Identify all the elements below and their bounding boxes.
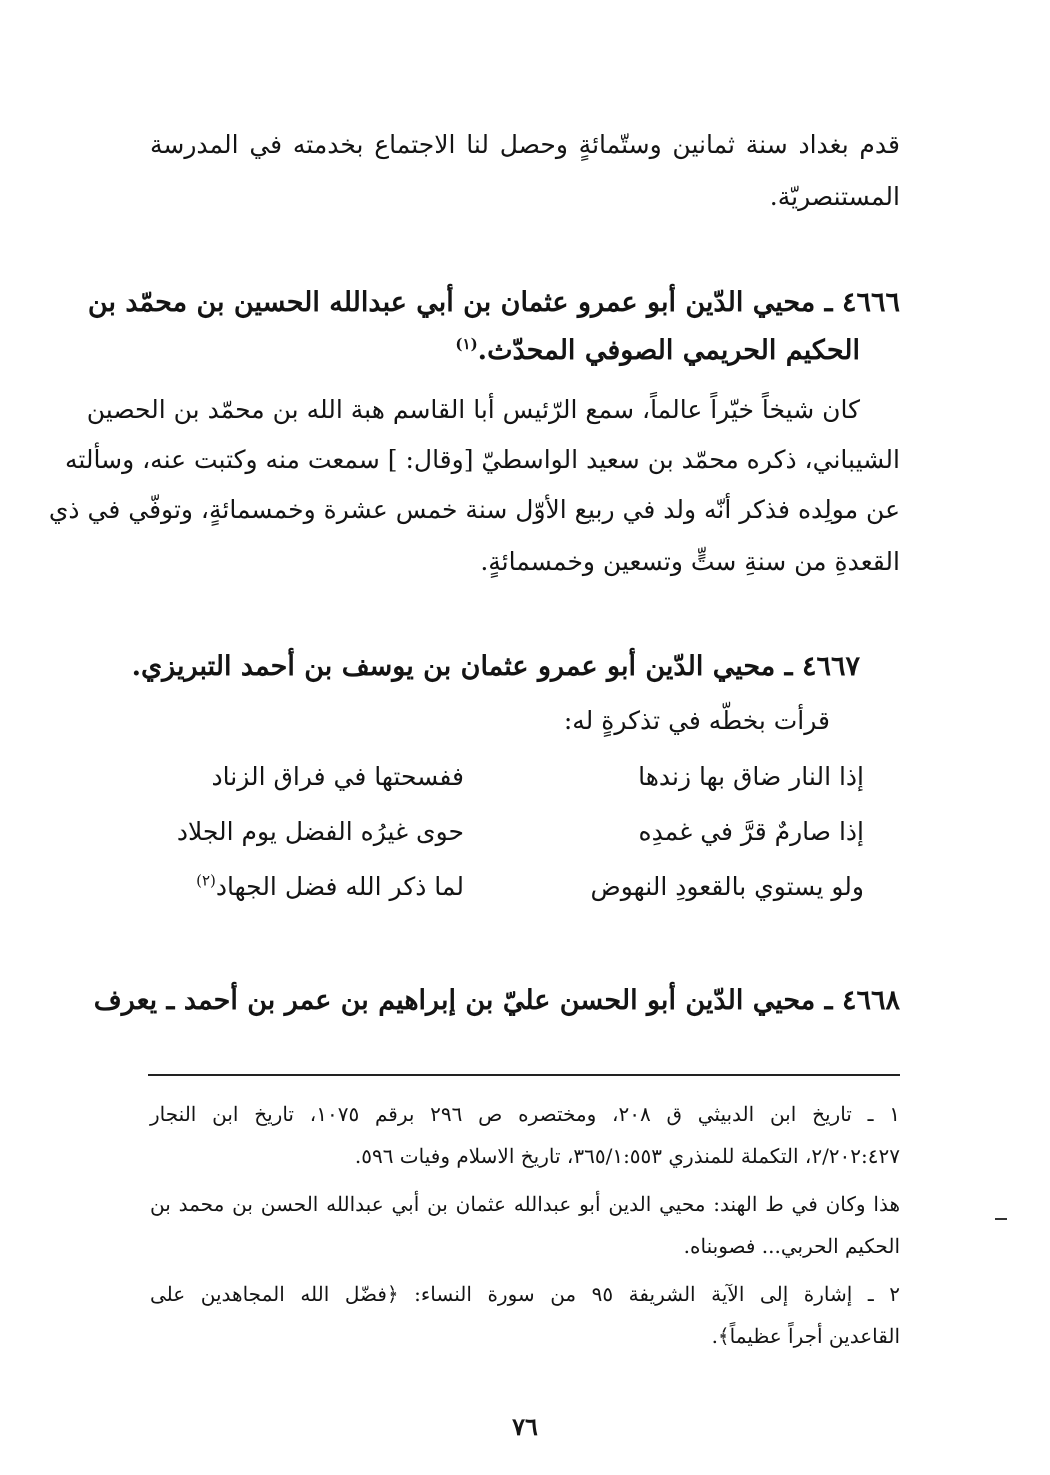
entry-heading-4667: ٤٦٦٧ ـ محيي الدّين أبو عمرو عثمان بن يوسف بن أحمد التبريزي. (131, 651, 860, 682)
footnote-2-line-2: القاعدين أجراً عظيماً﴾. (711, 1324, 900, 1348)
text-line-1: قدم بغداد سنة ثمانين وستّمائةٍ وحصل لنا الاجتماع بخدمته في المدرسة (150, 130, 900, 159)
paragraph-line-4: القعدةِ من سنةِ ستٍّ وتسعين وخمسمائةٍ. (480, 547, 900, 576)
footnote-1-line-2: ٢/٢٠٢:٤٢٧، التكملة للمنذري ٣٦٥/١:٥٥٣، تاريخ الاسلام وفيات ٥٩٦. (354, 1144, 900, 1168)
verse-2-first: إذا صارمٌ قرَّ في غمدِه (638, 817, 864, 846)
entry-heading-4666-cont (455, 334, 860, 368)
paragraph-line-1: كان شيخاً خيّراً عالماً، سمع الرّئيس أبا القاسم هبة الله بن محمّد بن الحصين (86, 395, 860, 424)
margin-mark (995, 1218, 1007, 1220)
verse-1-first: إذا النار ضاق بها زندها (638, 762, 864, 791)
entry-heading-4666: ٤٦٦٦ ـ محيي الدّين أبو عمرو عثمان بن أبي عبدالله الحسين بن محمّد بن (87, 287, 900, 318)
footnote-1-line-1: ١ ـ تاريخ ابن الدبيثي ق ٢٠٨، ومختصره ص ٢٩٦ برقم ١٠٧٥، تاريخ ابن النجار (150, 1102, 900, 1126)
verse-3-second: لما ذكر الله فضل الجهاد (215, 872, 464, 901)
verse-3-first: ولو يستوي بالقعودِ النهوض (590, 872, 864, 901)
footnote-ref-1: (١) (455, 335, 478, 353)
paragraph-line-2: الشيباني، ذكره محمّد بن سعيد الواسطيّ [وقال: ] سمعت منه وكتبت عنه، وسألته (64, 445, 900, 474)
verse-1-second: ففسحتها في فراق الزناد (211, 762, 464, 791)
verse-2-second: حوى غيرُه الفضل يوم الجلاد (176, 817, 464, 846)
text-line-2: المستنصريّة. (769, 182, 900, 211)
footnote-1-line-4: الحكيم الحربي... فصوبناه. (683, 1234, 900, 1258)
paragraph-line-3: عن مولِده فذكر أنّه ولد في ربيع الأوّل سنة خمس عشرة وخمسمائةٍ، وتوفّي في ذي (48, 495, 900, 524)
verse-3-second-wrap (146, 870, 464, 904)
footnote-ref-2: (٢) (196, 871, 216, 890)
page-number: ٧٦ (512, 1412, 538, 1441)
quote-intro: قرأت بخطّه في تذكرةٍ له: (563, 706, 830, 735)
footnote-divider (148, 1074, 900, 1076)
footnote-1-line-3: هذا وكان في ط الهند: محيي الدين أبو عبدالله عثمان بن أبي عبدالله الحسن بن محمد بن (150, 1192, 900, 1216)
entry-heading-4666-text: الحكيم الحريمي الصوفي المحدّث. (477, 335, 860, 366)
footnote-2-line-1: ٢ ـ إشارة إلى الآية الشريفة ٩٥ من سورة النساء: ﴿فضّل الله المجاهدين على (150, 1282, 900, 1306)
entry-heading-4668: ٤٦٦٨ ـ محيي الدّين أبو الحسن عليّ بن إبراهيم بن عمر بن أحمد ـ يعرف (93, 985, 900, 1016)
